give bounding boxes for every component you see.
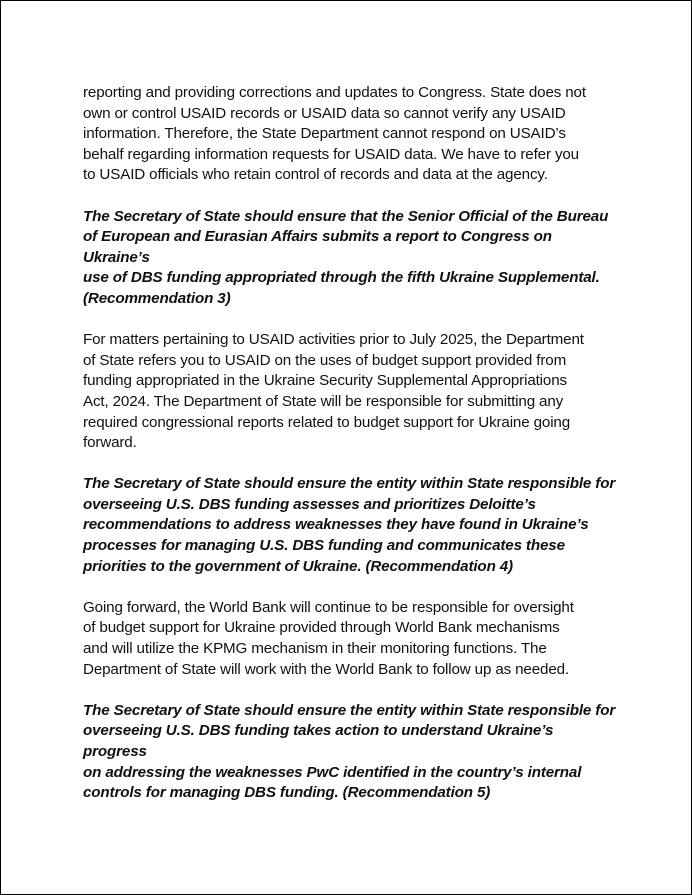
response-paragraph-1	[83, 83, 618, 186]
line: use of DBS funding appropriated through the fifth Ukraine Supplemental.	[83, 269, 600, 287]
line: overseeing U.S. DBS funding assesses and prioritizes Deloitte’s	[83, 495, 536, 513]
line: of budget support for Ukraine provided through World Bank mechanisms	[83, 619, 560, 637]
line: information. Therefore, the State Department cannot respond on USAID’s	[83, 125, 566, 143]
line: The Secretary of State should ensure the entity within State responsible for	[83, 475, 616, 493]
line: to USAID officials who retain control of records and data at the agency.	[83, 166, 548, 184]
line: Going forward, the World Bank will continue to be responsible for oversight	[83, 598, 574, 616]
line: The Secretary of State should ensure that the Senior Official of the Bureau	[83, 207, 609, 225]
line: processes for managing U.S. DBS funding and communicates these	[83, 537, 565, 555]
line: of State refers you to USAID on the uses of budget support provided from	[83, 351, 567, 369]
recommendation-4	[83, 474, 618, 577]
line: required congressional reports related to budget support for Ukraine going	[83, 413, 571, 431]
line: Department of State will work with the World Bank to follow up as needed.	[83, 660, 569, 678]
line: of European and Eurasian Affairs submits a report to Congress on Ukraine’s	[83, 228, 552, 266]
line: overseeing U.S. DBS funding takes action to understand Ukraine’s progress	[83, 722, 554, 760]
line: Act, 2024. The Department of State will be responsible for submitting any	[83, 392, 564, 410]
response-paragraph-3	[83, 598, 618, 680]
line: behalf regarding information requests for USAID data. We have to refer you	[83, 145, 579, 163]
line: priorities to the government of Ukraine. (Recommendation 4)	[83, 557, 513, 575]
line: For matters pertaining to USAID activities prior to July 2025, the Department	[83, 331, 584, 349]
line: recommendations to address weaknesses they have found in Ukraine’s	[83, 516, 589, 534]
recommendation-5	[83, 701, 618, 804]
line: own or control USAID records or USAID data so cannot verify any USAID	[83, 104, 566, 122]
line: controls for managing DBS funding. (Recommendation 5)	[83, 784, 491, 802]
recommendation-3	[83, 207, 618, 310]
response-paragraph-2	[83, 330, 618, 454]
line: funding appropriated in the Ukraine Security Supplemental Appropriations	[83, 372, 567, 390]
line: and will utilize the KPMG mechanism in their monitoring functions. The	[83, 640, 547, 658]
line: on addressing the weaknesses PwC identified in the country’s internal	[83, 763, 582, 781]
line: reporting and providing corrections and updates to Congress. State does not	[83, 84, 586, 101]
document-body	[83, 83, 618, 824]
line: forward.	[83, 434, 137, 452]
line: The Secretary of State should ensure the entity within State responsible for	[83, 701, 616, 719]
line: (Recommendation 3)	[83, 289, 231, 307]
